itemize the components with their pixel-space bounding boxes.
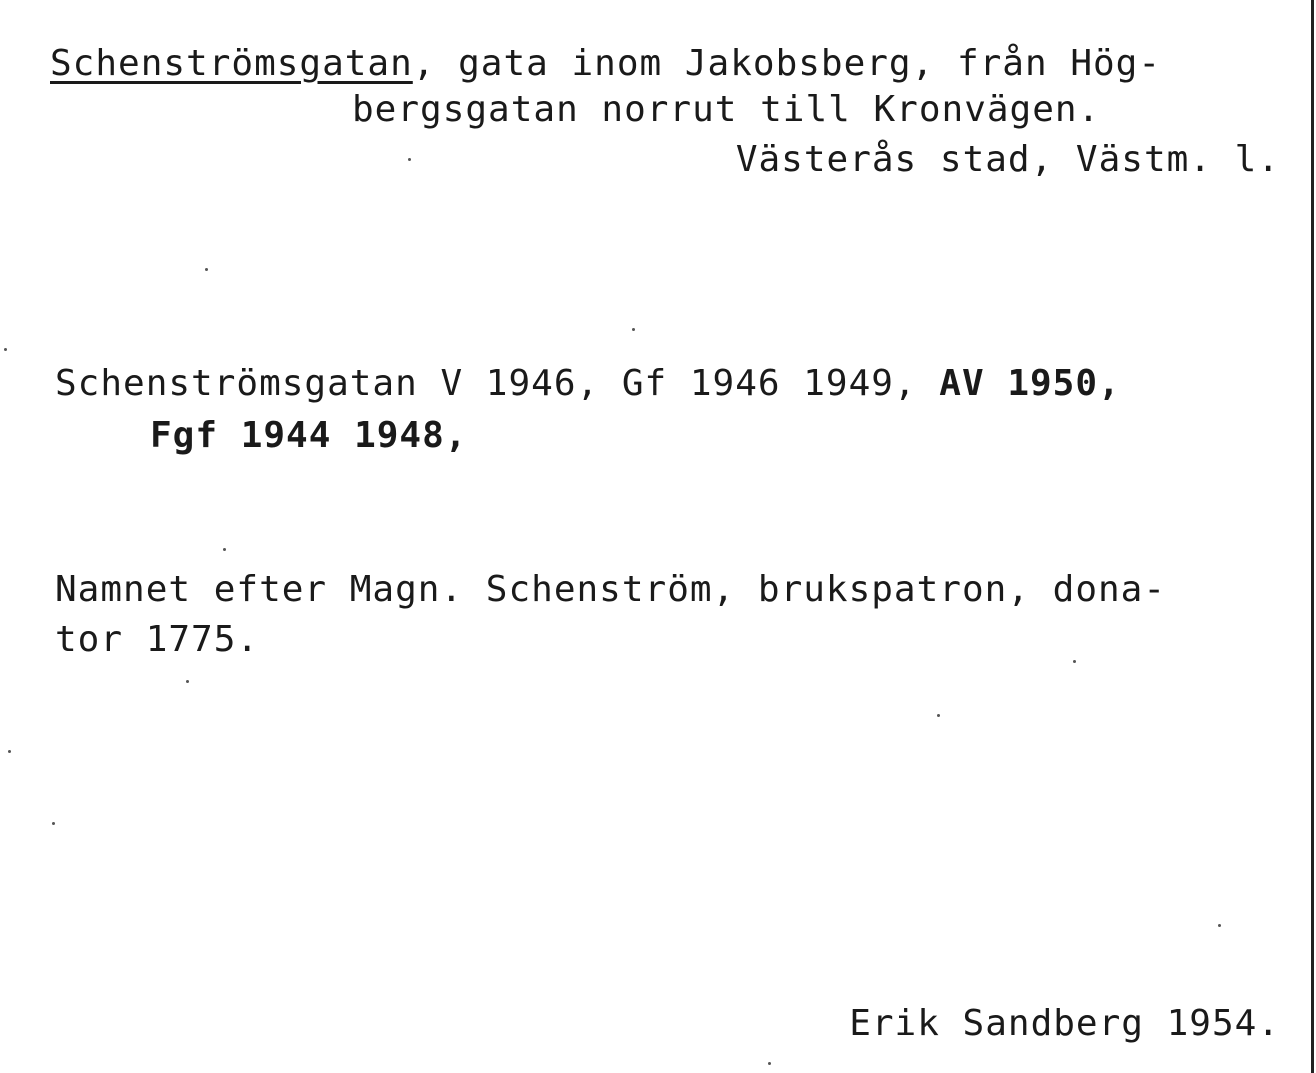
heading-line-2: bergsgatan norrut till Kronvägen. [352,89,1101,130]
origin-line-1: Namnet efter Magn. Schenström, brukspatron, dona- [55,569,1167,610]
paper-speck [632,328,635,331]
paper-speck [4,348,7,351]
signature: Erik Sandberg 1954. [849,1003,1280,1044]
paper-speck [408,158,411,161]
paper-speck [8,750,11,753]
sources-bold: AV 1950, [939,363,1121,404]
paper-speck [186,680,189,683]
sources-plain: Schenströmsgatan V 1946, Gf 1946 1949, [55,363,917,404]
origin-line-2: tor 1775. [55,619,260,660]
paper-speck [1073,660,1076,663]
street-description-part-1: , gata inom Jakobsberg, från Hög- [412,43,1162,84]
heading-line-1 [50,40,1161,88]
paper-speck [768,1062,771,1065]
card-edge [1311,0,1314,1073]
sources-line-1 [55,360,1121,408]
sources-line-2: Fgf 1944 1948, [150,415,468,456]
street-name: Schenströmsgatan [50,43,413,84]
paper-speck [52,822,55,825]
location-line: Västerås stad, Västm. l. [735,139,1280,180]
paper-speck [937,714,940,717]
paper-speck [205,268,208,271]
paper-speck [223,548,226,551]
paper-speck [1218,924,1221,927]
